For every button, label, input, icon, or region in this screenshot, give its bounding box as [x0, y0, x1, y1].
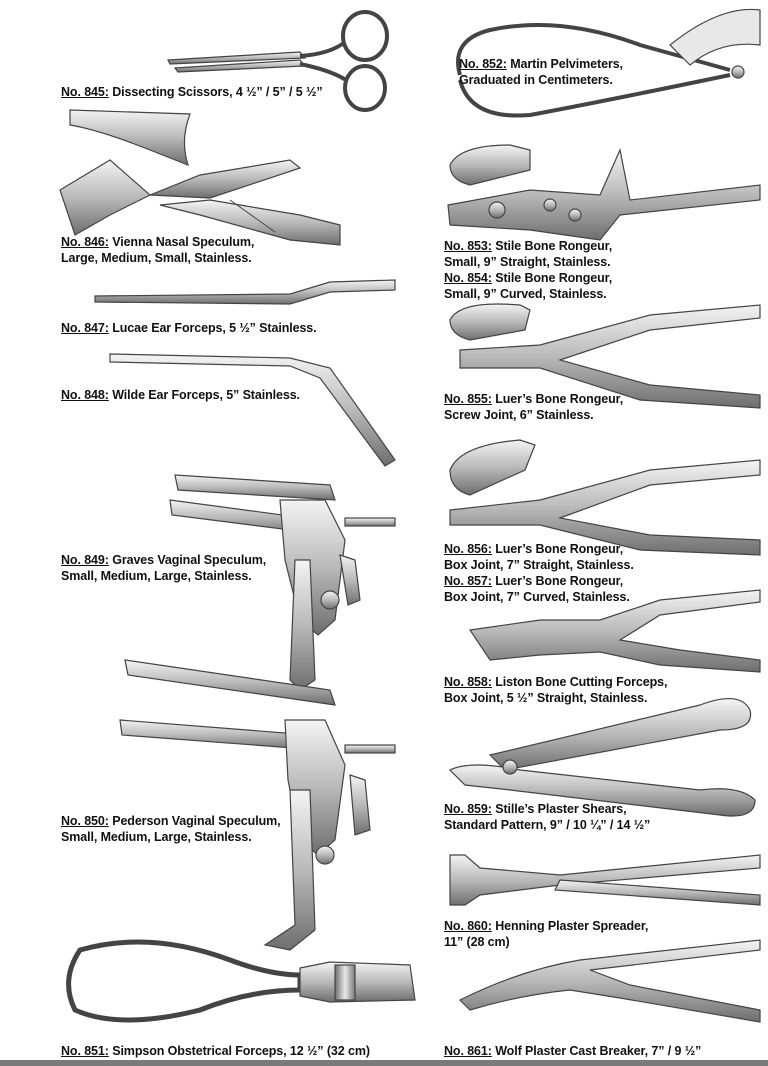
item-number: No. 860: [444, 919, 492, 933]
item-number: No. 845: [61, 85, 109, 99]
wolf-plaster-cast-breaker-image [460, 940, 760, 1022]
item-number: No. 859: [444, 802, 492, 816]
simpson-obstetrical-forceps-image [69, 942, 415, 1020]
vienna-nasal-speculum-image [60, 110, 340, 245]
item-description: Simpson Obstetrical Forceps, 12 ½” (32 cm) [108, 1044, 370, 1058]
item-description: Lucae Ear Forceps, 5 ½” Stainless. [108, 321, 317, 335]
caption-859 [444, 801, 650, 833]
item-description-line2: Box Joint, 7” Curved, Stainless. [444, 590, 630, 604]
caption-847 [61, 320, 317, 336]
item-description-line2: Small, 9” Straight, Stainless. [444, 255, 611, 269]
item-description: Wilde Ear Forceps, 5” Stainless. [108, 388, 300, 402]
item-number: No. 850: [61, 814, 109, 828]
item-description-line2: Small, 9” Curved, Stainless. [444, 287, 607, 301]
item-description-line2: Graduated in Centimeters. [459, 73, 613, 87]
item-description-line2: 11” (28 cm) [444, 935, 510, 949]
caption-845 [61, 84, 323, 100]
caption-849 [61, 552, 266, 584]
item-number: No. 858: [444, 675, 492, 689]
caption-857 [444, 573, 630, 605]
caption-860 [444, 918, 648, 950]
item-number: No. 861: [444, 1044, 492, 1058]
caption-851 [61, 1043, 370, 1059]
pederson-vaginal-speculum-image [120, 660, 395, 950]
caption-858 [444, 674, 667, 706]
item-description: Wolf Plaster Cast Breaker, 7” / 9 ½” [491, 1044, 702, 1058]
henning-plaster-spreader-image [450, 855, 760, 905]
luers-bone-rongeur-box-image [450, 440, 760, 555]
item-number: No. 852: [459, 57, 507, 71]
item-description: Vienna Nasal Speculum, [108, 235, 255, 249]
caption-846 [61, 234, 254, 266]
item-description: Pederson Vaginal Speculum, [108, 814, 281, 828]
item-number: No. 849: [61, 553, 109, 567]
item-description: Stille’s Plaster Shears, [491, 802, 627, 816]
lucae-ear-forceps-image [95, 280, 395, 304]
caption-855 [444, 391, 623, 423]
wilde-ear-forceps-image [110, 354, 395, 466]
caption-861 [444, 1043, 701, 1059]
item-number: No. 848: [61, 388, 109, 402]
item-description: Luer’s Bone Rongeur, [491, 574, 624, 588]
footer-bar [0, 1060, 768, 1066]
item-number: No. 853: [444, 239, 492, 253]
item-description-line2: Small, Medium, Large, Stainless. [61, 569, 252, 583]
item-description-line2: Standard Pattern, 9” / 10 ¼” / 14 ½” [444, 818, 651, 832]
item-description: Henning Plaster Spreader, [491, 919, 649, 933]
item-number: No. 847: [61, 321, 109, 335]
item-description: Stile Bone Rongeur, [491, 271, 613, 285]
item-description: Luer’s Bone Rongeur, [491, 392, 624, 406]
item-description: Dissecting Scissors, 4 ½” / 5” / 5 ½” [108, 85, 323, 99]
item-description-line2: Box Joint, 5 ½” Straight, Stainless. [444, 691, 648, 705]
item-description-line2: Box Joint, 7” Straight, Stainless. [444, 558, 634, 572]
stilles-plaster-shears-image [450, 699, 755, 816]
item-description-line2: Screw Joint, 6” Stainless. [444, 408, 594, 422]
item-number: No. 856: [444, 542, 492, 556]
item-description: Graves Vaginal Speculum, [108, 553, 267, 567]
item-number: No. 857: [444, 574, 492, 588]
item-number: No. 854: [444, 271, 492, 285]
item-description: Luer’s Bone Rongeur, [491, 542, 624, 556]
item-description-line2: Small, Medium, Large, Stainless. [61, 830, 252, 844]
caption-853 [444, 238, 612, 270]
stile-bone-rongeur-image [448, 145, 760, 240]
item-description: Stile Bone Rongeur, [491, 239, 613, 253]
caption-854 [444, 270, 612, 302]
item-description-line2: Large, Medium, Small, Stainless. [61, 251, 252, 265]
item-number: No. 846: [61, 235, 109, 249]
caption-852 [459, 56, 623, 88]
item-number: No. 855: [444, 392, 492, 406]
item-description: Martin Pelvimeters, [506, 57, 623, 71]
caption-850 [61, 813, 281, 845]
caption-848 [61, 387, 300, 403]
item-number: No. 851: [61, 1044, 109, 1058]
item-description: Liston Bone Cutting Forceps, [491, 675, 668, 689]
caption-856 [444, 541, 634, 573]
